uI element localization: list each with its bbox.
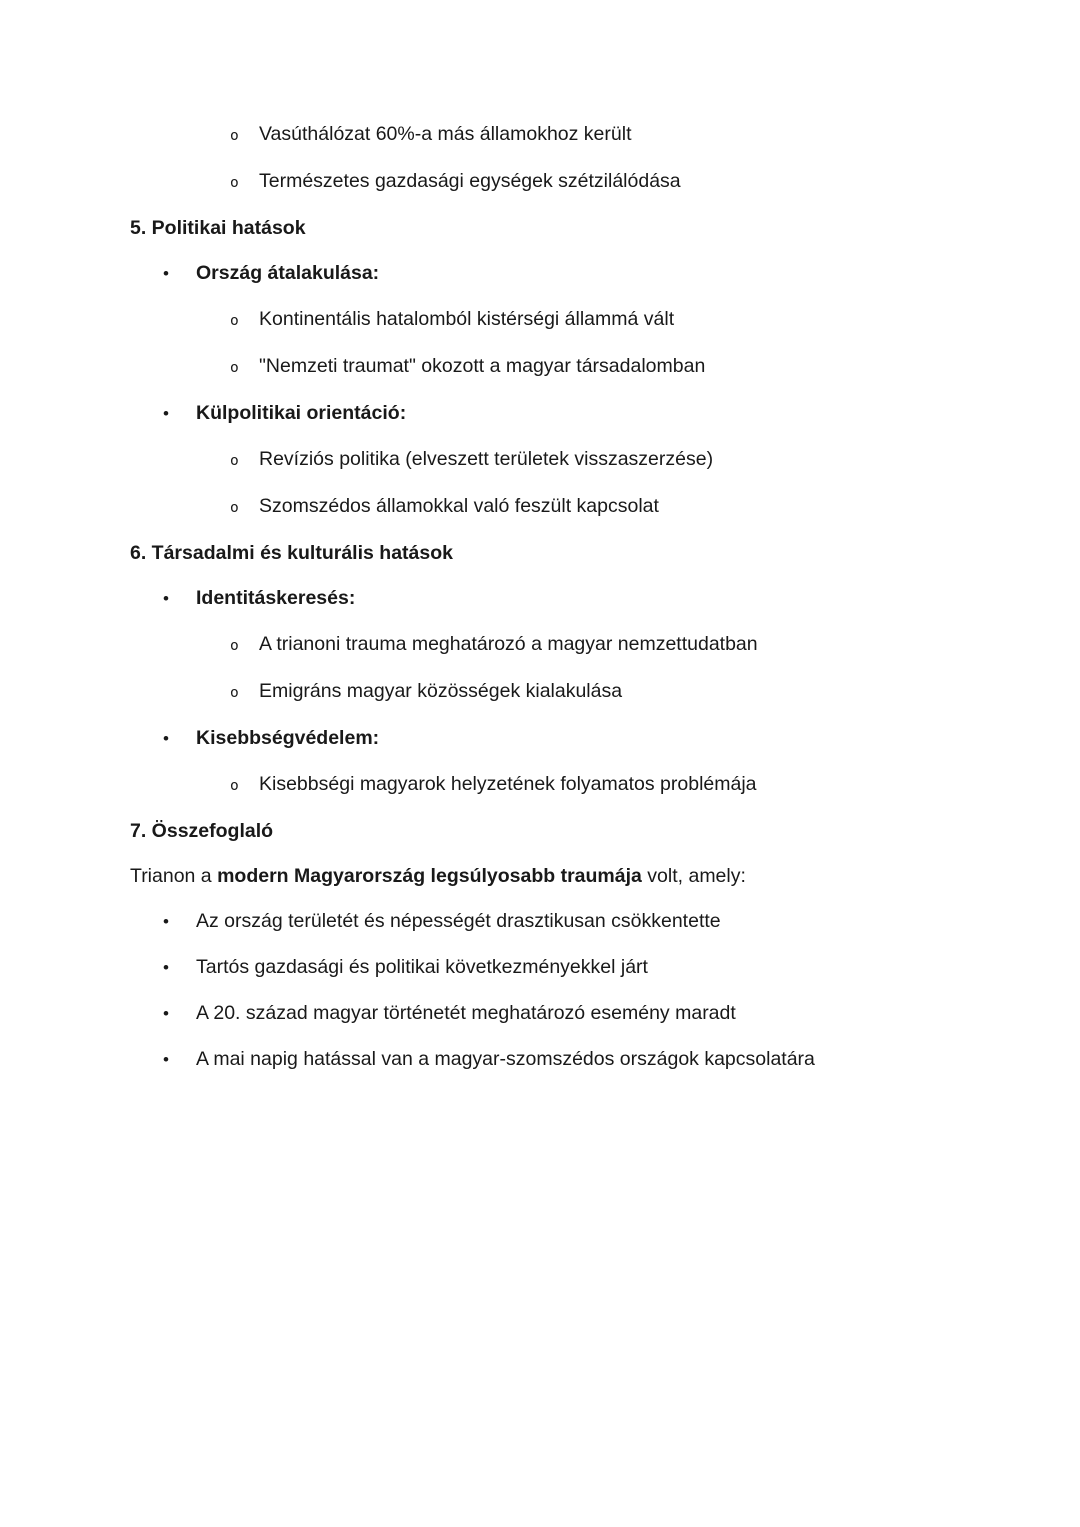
list-item-text: Identitáskeresés: (196, 587, 356, 609)
bullet-icon: • (163, 264, 169, 283)
list-item-text: Kisebbségi magyarok helyzetének folyamatos problémája (259, 773, 757, 795)
bullet-icon: • (163, 589, 169, 608)
list-item (130, 306, 990, 334)
bullet-icon: • (163, 912, 169, 931)
list-item-text: Kisebbségvédelem: (196, 727, 380, 749)
circle-bullet-icon: o (230, 778, 239, 794)
list-item (130, 493, 990, 521)
bullet-icon: • (163, 958, 169, 977)
list-item-text: A trianoni trauma meghatározó a magyar nemzettudatban (259, 633, 758, 655)
list-item (130, 631, 990, 659)
list-item (130, 121, 990, 149)
circle-bullet-icon: o (230, 638, 239, 654)
list-item (130, 400, 990, 427)
section-heading: 7. Összefoglaló (130, 820, 274, 842)
circle-bullet-icon: o (230, 128, 239, 144)
bullet-icon: • (163, 404, 169, 423)
list-item-text: Tartós gazdasági és politikai következményekkel járt (196, 956, 648, 978)
list-item-text: Vasúthálózat 60%-a más államokhoz került (259, 123, 632, 145)
paragraph-segment: volt, amely: (641, 865, 746, 887)
list-item (130, 168, 990, 196)
list-item-text: "Nemzeti traumat" okozott a magyar társadalomban (259, 355, 706, 377)
list-item-text: Revíziós politika (elveszett területek visszaszerzése) (259, 448, 714, 470)
circle-bullet-icon: o (230, 685, 239, 701)
list-item (130, 725, 990, 752)
bullet-icon: • (163, 729, 169, 748)
list-item-text: A 20. század magyar történetét meghatározó esemény maradt (196, 1002, 736, 1024)
list-item (130, 1046, 990, 1073)
list-item (130, 771, 990, 799)
bullet-icon: • (163, 1004, 169, 1023)
list-item-text: Emigráns magyar közösségek kialakulása (259, 680, 623, 702)
paragraph-bold-segment: modern Magyarország legsúlyosabb traumája (217, 865, 642, 887)
list-item-text: Kontinentális hatalomból kistérségi állammá vált (259, 308, 675, 330)
list-item (130, 1000, 990, 1027)
paragraph-segment: Trianon a (130, 865, 218, 887)
circle-bullet-icon: o (230, 360, 239, 376)
list-item-text: Külpolitikai orientáció: (196, 402, 407, 424)
list-item (130, 908, 990, 935)
list-item (130, 585, 990, 612)
list-item-text: A mai napig hatással van a magyar-szomszédos országok kapcsolatára (196, 1048, 815, 1070)
list-item-text: Természetes gazdasági egységek szétzilálódása (259, 170, 681, 192)
list-item (130, 260, 990, 287)
list-item-text: Az ország területét és népességét drasztikusan csökkentette (196, 910, 721, 932)
list-item-text: Ország átalakulása: (196, 262, 380, 284)
circle-bullet-icon: o (230, 175, 239, 191)
circle-bullet-icon: o (230, 313, 239, 329)
paragraph (130, 863, 990, 889)
list-item (130, 678, 990, 706)
circle-bullet-icon: o (230, 453, 239, 469)
list-item-text: Szomszédos államokkal való feszült kapcsolat (259, 495, 659, 517)
list-item (130, 954, 990, 981)
document-content (130, 121, 990, 1092)
section-heading: 6. Társadalmi és kulturális hatások (130, 542, 453, 564)
bullet-icon: • (163, 1050, 169, 1069)
section-heading: 5. Politikai hatások (130, 217, 306, 239)
circle-bullet-icon: o (230, 500, 239, 516)
list-item (130, 446, 990, 474)
list-item (130, 353, 990, 381)
